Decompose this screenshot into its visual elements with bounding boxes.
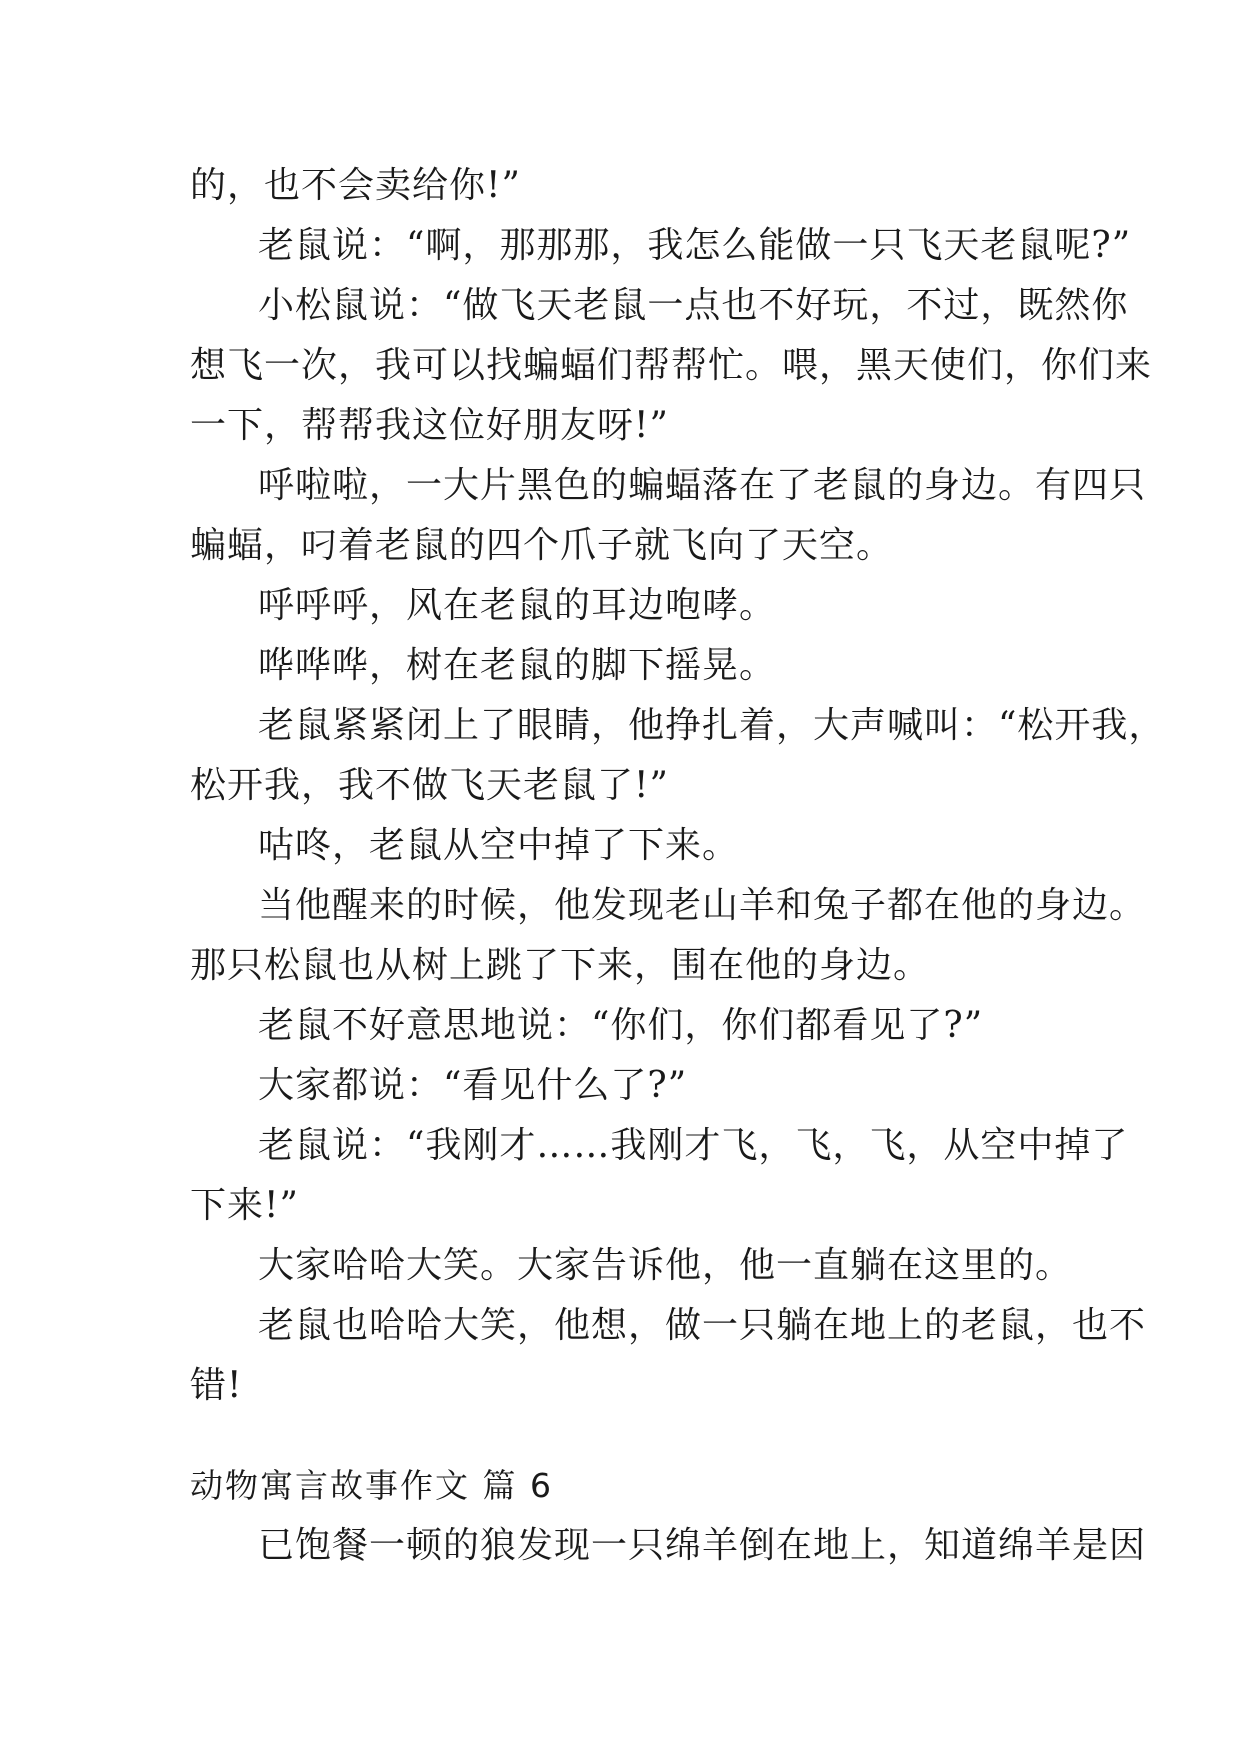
text-line-16: 大家都说：“看见什么了?” <box>258 1065 688 1106</box>
text-line-17: 老鼠说：“我刚才……我刚才飞，飞，飞，从空中掉了 <box>258 1125 1129 1166</box>
text-line-18: 下来!” <box>190 1185 299 1226</box>
text-line-19: 大家哈哈大笑。大家告诉他，他一直躺在这里的。 <box>258 1245 1073 1286</box>
text-line-13: 当他醒来的时候，他发现老山羊和兔子都在他的身边。 <box>258 885 1147 926</box>
text-line-1: 的，也不会卖给你!” <box>190 165 521 206</box>
section-heading: 动物寓言故事作文 篇 6 <box>190 1466 553 1505</box>
text-line-8: 呼呼呼，风在老鼠的耳边咆哮。 <box>258 585 777 626</box>
text-line-5: 一下，帮帮我这位好朋友呀!” <box>190 405 669 446</box>
text-line-9: 哗哗哗，树在老鼠的脚下摇晃。 <box>258 645 777 686</box>
text-line-12: 咕咚，老鼠从空中掉了下来。 <box>258 825 740 866</box>
text-line-22: 已饱餐一顿的狼发现一只绵羊倒在地上，知道绵羊是因 <box>258 1525 1147 1566</box>
text-line-6: 呼啦啦，一大片黑色的蝙蝠落在了老鼠的身边。有四只 <box>258 465 1147 506</box>
text-line-20: 老鼠也哈哈大笑，他想，做一只躺在地上的老鼠，也不 <box>258 1305 1147 1346</box>
text-line-4: 想飞一次，我可以找蝙蝠们帮帮忙。喂，黑天使们，你们来 <box>190 345 1153 386</box>
text-line-10: 老鼠紧紧闭上了眼睛，他挣扎着，大声喊叫：“松开我， <box>258 705 1166 746</box>
text-line-7: 蝙蝠，叼着老鼠的四个爪子就飞向了天空。 <box>190 525 894 566</box>
text-line-14: 那只松鼠也从树上跳了下来，围在他的身边。 <box>190 945 931 986</box>
text-line-2: 老鼠说：“啊，那那那，我怎么能做一只飞天老鼠呢?” <box>258 225 1132 266</box>
text-line-3: 小松鼠说：“做飞天老鼠一点也不好玩，不过，既然你 <box>258 285 1129 326</box>
text-line-15: 老鼠不好意思地说：“你们，你们都看见了?” <box>258 1005 984 1046</box>
text-line-21: 错! <box>190 1365 243 1406</box>
text-line-11: 松开我，我不做飞天老鼠了!” <box>190 765 669 806</box>
